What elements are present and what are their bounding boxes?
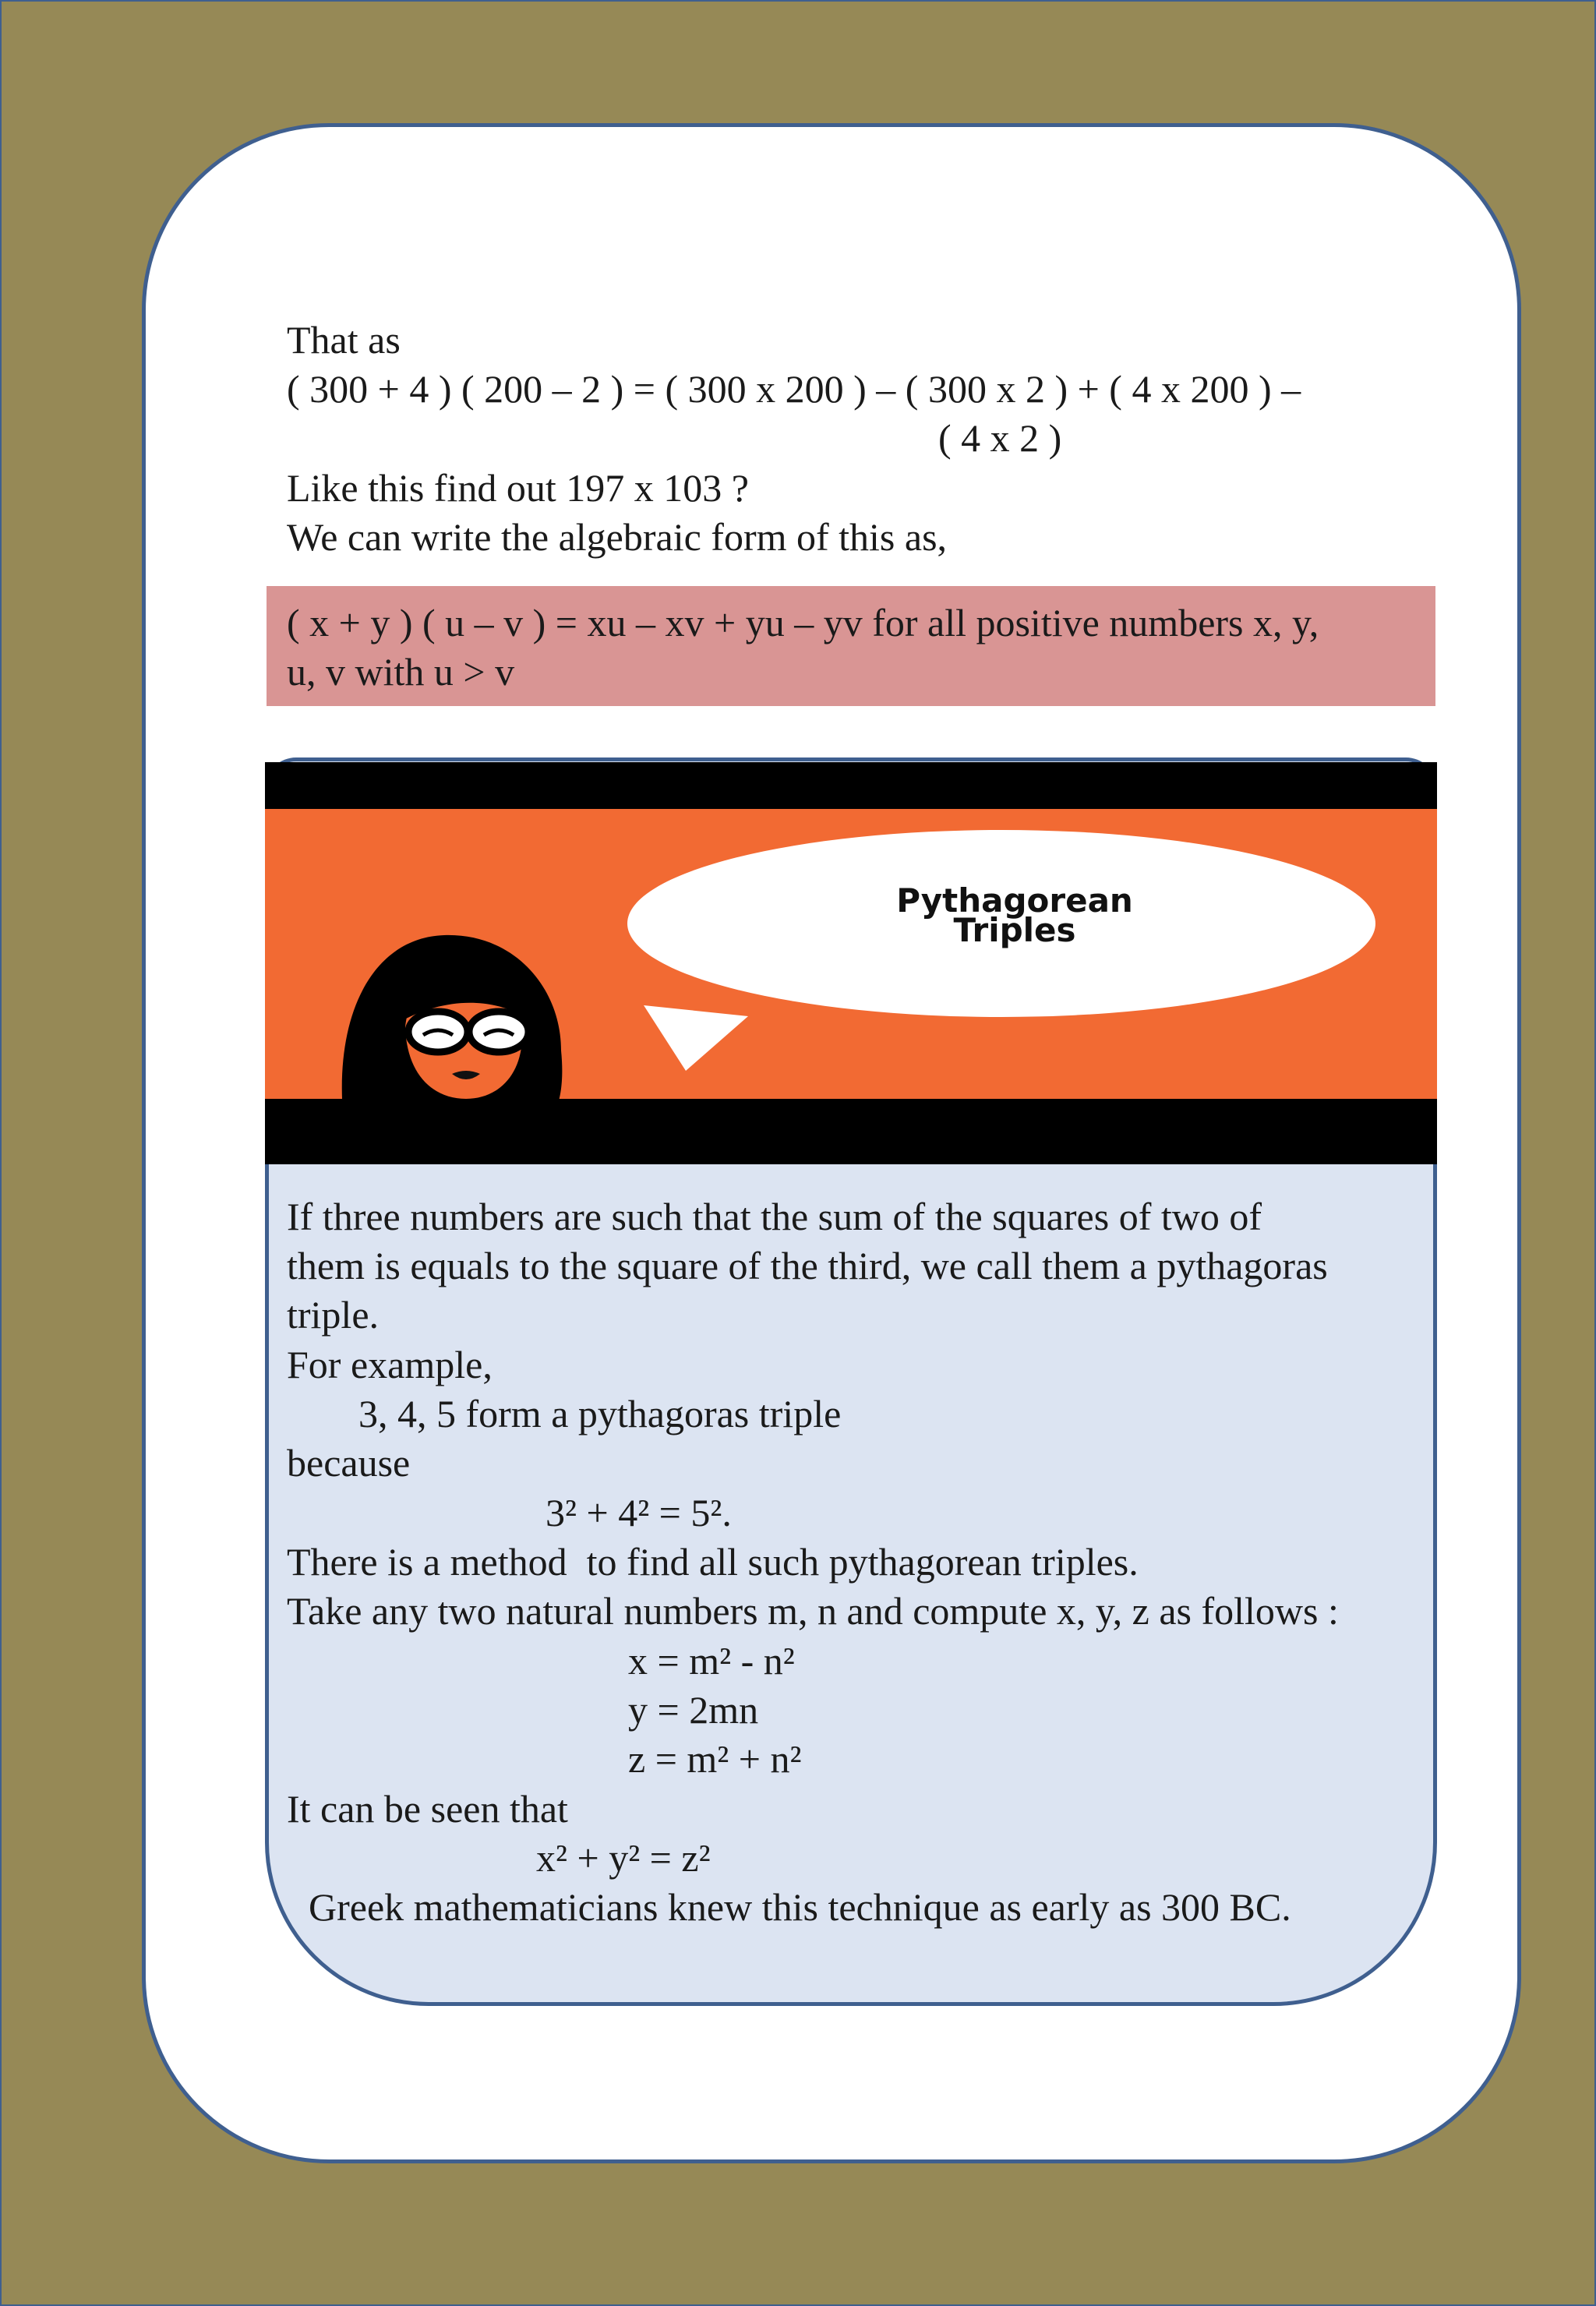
text-method: There is a method to find all such pythagorean triples.: [287, 1540, 1139, 1584]
pythagorean-triples-banner: [265, 762, 1437, 1164]
pythagoras-definition-line-3: triple.: [287, 1293, 380, 1337]
text-because: because: [287, 1441, 411, 1485]
speech-bubble-tail: [644, 1005, 748, 1071]
bubble-title-line-1: Pythagorean: [896, 881, 1133, 920]
text-for-example: For example,: [287, 1343, 493, 1386]
text-exercise: Like this find out 197 x 103 ?: [287, 466, 749, 510]
identity-line-2: u, v with u > v: [287, 650, 515, 694]
bubble-title-line-2: Triples: [953, 911, 1076, 949]
text-algebraic-intro: We can write the algebraic form of this as,: [287, 515, 948, 559]
pythagoras-definition-line-1: If three numbers are such that the sum of the squares of two of: [287, 1195, 1262, 1238]
text-that-as: That as: [287, 318, 401, 362]
woman-with-glasses-icon: [265, 762, 1437, 1164]
formula-x: x = m² - n²: [628, 1639, 795, 1683]
text-example-triple: 3, 4, 5 form a pythagoras triple: [358, 1392, 842, 1436]
formula-z: z = m² + n²: [628, 1737, 802, 1781]
text-compute-instructions: Take any two natural numbers m, n and compute x, y, z as follows :: [287, 1589, 1339, 1633]
text-expansion-example: ( 300 + 4 ) ( 200 – 2 ) = ( 300 x 200 ) – ( 300 x 2 ) + ( 4 x 200 ) –: [287, 367, 1301, 411]
text-greek-history: Greek mathematicians knew this technique as early as 300 BC.: [309, 1885, 1291, 1929]
identity-line-1: ( x + y ) ( u – v ) = xu – xv + yu – yv for all positive numbers x, y,: [287, 601, 1319, 644]
formula-y: y = 2mn: [628, 1688, 759, 1732]
equation-example: 3² + 4² = 5².: [546, 1491, 732, 1534]
text-it-can-be-seen: It can be seen that: [287, 1787, 568, 1831]
text-expansion-continued: ( 4 x 2 ): [938, 416, 1062, 460]
formula-pythagoras: x² + y² = z²: [536, 1836, 711, 1880]
pythagoras-definition-line-2: them is equals to the square of the third, we call them a pythagoras: [287, 1244, 1328, 1287]
